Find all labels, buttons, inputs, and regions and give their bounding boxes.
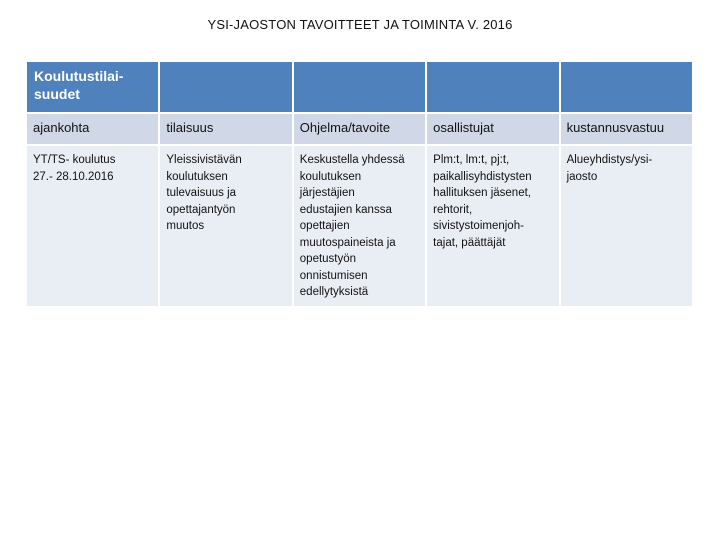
cell-column-label-event: tilaisuus: [160, 114, 291, 144]
header-cell-empty: [294, 62, 425, 112]
cell-participants: Plm:t, lm:t, pj:t, paikallisyhdistysten hallituksen jäsenet, rehtorit, sivistystoimenjoh- tajat, päättäjät: [427, 146, 558, 306]
table-header-row: [27, 62, 692, 112]
cell-event: Yleissivistävän koulutuksen tulevaisuus ja opettajantyön muutos: [160, 146, 291, 306]
cell-column-label-cost: kustannusvastuu: [561, 114, 692, 144]
header-cell-training-events: Koulutustilai- suudet: [27, 62, 158, 112]
header-cell-empty: [160, 62, 291, 112]
cell-column-label-participants: osallistujat: [427, 114, 558, 144]
cell-cost: Alueyhdistys/ysi- jaosto: [561, 146, 692, 306]
header-cell-empty: [561, 62, 692, 112]
header-cell-empty: [427, 62, 558, 112]
cell-program: Keskustella yhdessä koulutuksen järjestäjien edustajien kanssa opettajien muutospaineista ja opetustyön onnistumisen edellytyksistä: [294, 146, 425, 306]
activities-table: [25, 60, 694, 308]
table-row: [27, 114, 692, 144]
table-row: [27, 146, 692, 306]
cell-column-label-time: ajankohta: [27, 114, 158, 144]
cell-time: YT/TS- koulutus 27.- 28.10.2016: [27, 146, 158, 306]
cell-column-label-program: Ohjelma/tavoite: [294, 114, 425, 144]
page-title: YSI-JAOSTON TAVOITTEET JA TOIMINTA V. 2016: [207, 17, 513, 32]
